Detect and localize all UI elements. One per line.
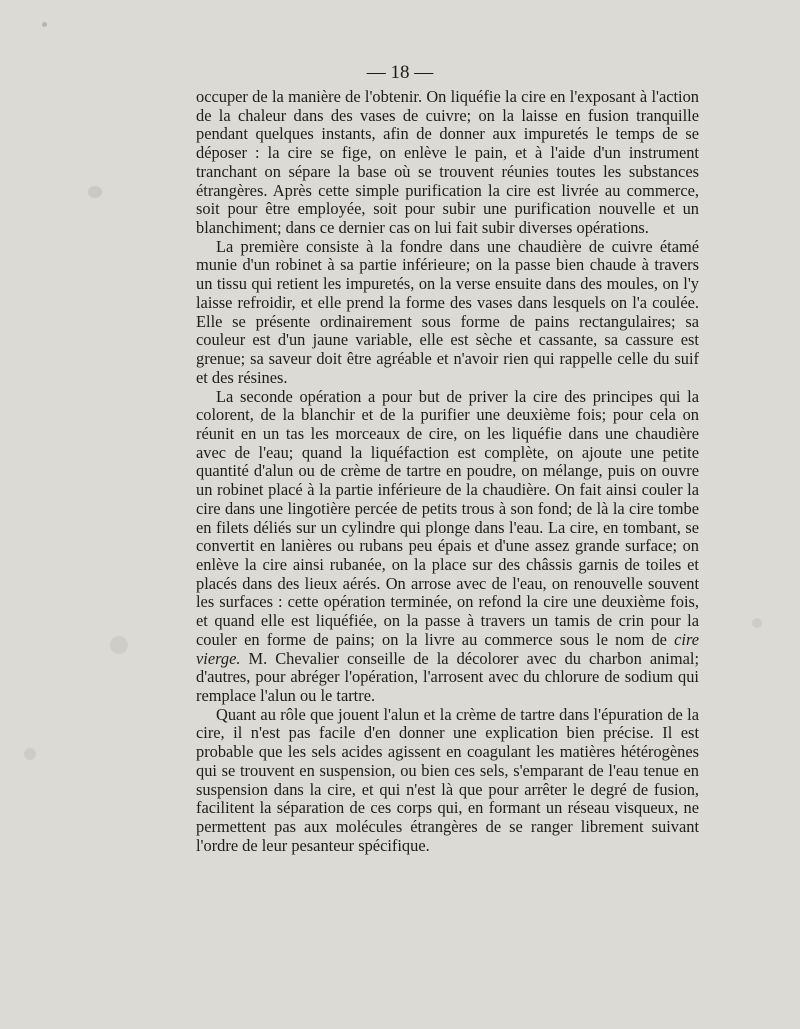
paragraph: La première consiste à la fondre dans une chaudière de cuivre étamé munie d'un robinet à sa partie inférieure; on la passe bien chaude à travers un tissu qui retient les impuretés, on la verse ensuite dans des moules, on l'y laisse refroidir, et elle prend la forme des vases dans lesquels on l'a coulée. Elle se présente ordinairement sous forme de pains rectangulaires; sa couleur est d'un jaune variable, elle est sèche et cassante, sa cassure est grenue; sa saveur doit être agréable et n'avoir rien qui rappelle celle du suif et des résines. bbox=[196, 236, 699, 387]
emphasis-cire-vierge: cire vierge. bbox=[196, 629, 699, 668]
paper-speck bbox=[42, 22, 47, 27]
page-number: — 18 — bbox=[366, 62, 434, 83]
paragraph: Quant au rôle que jouent l'alun et la crème de tartre dans l'épuration de la cire, il n'est pas facile d'en donner une explication bien précise. Il est probable que les sels acides agissent en coagulant les matières hétérogènes qui se trouvent en suspension, ou bien ces sels, s'emparant de l'eau tenue en suspension dans la cire, et qui n'est là que pour arrêter le degré de fusion, facilitent la séparation de ces corps qui, en formant un réseau visqueux, ne permettent pas aux molécules étrangères de se ranger librement suivant l'ordre de leur pesanteur spécifique. bbox=[196, 704, 699, 855]
paragraph: La seconde opération a pour but de priver la cire des principes qui la colorent, de la blanchir et de la purifier une deuxième fois; pour cela on réunit en un tas les morceaux de cire, on les liquéfie dans une chaudière avec de l'eau; quand la liquéfaction est complète, on ajoute une petite quantité d'alun ou de crème de tartre en poudre, on mélange, puis on ouvre un robinet placé à la partie inférieure de la chaudière. On fait ainsi couler la cire dans une lingotière percée de petits trous à son fond; de là la cire tombe en filets déliés sur un cylindre qui plonge dans l'eau. La cire, en tombant, se convertit en lanières ou rubans peu épais et d'une assez grande surface; on enlève la cire ainsi rubanée, on la place sur des châssis garnis de toiles et placés dans des lieux aérés. On arrose avec de l'eau, on renouvelle souvent les surfaces : cette opération terminée, on refond la cire une deuxième fois, et quand elle est liquéfiée, on la passe à travers un tamis de crin pour la couler en forme de pains; on la livre au commerce sous le nom de cire vierge. M. Chevalier conseille de la décolorer avec du charbon animal; d'autres, pour abréger l'opération, l'arrosent avec du chlorure de sodium qui remplace l'alun ou le tartre. bbox=[196, 386, 699, 705]
body-text bbox=[196, 88, 699, 855]
paper-speck bbox=[110, 636, 128, 654]
paper-speck bbox=[24, 748, 36, 760]
paragraph: occuper de la manière de l'obtenir. On liquéfie la cire en l'exposant à l'action de la chaleur dans des vases de cuivre; on la laisse en fusion tranquille pendant quelques instants, afin de donner aux impuretés le temps de se déposer : la cire se fige, on enlève le pain, et à l'aide d'un instrument tranchant on sépare la base où se trouvent réunies toutes les substances étrangères. Après cette simple purification la cire est livrée au commerce, soit pour être employée, soit pour subir une purification nouvelle et un blanchiment; dans ce dernier cas on lui fait subir diverses opérations. bbox=[196, 87, 699, 238]
paper-speck bbox=[88, 186, 102, 198]
paper-speck bbox=[752, 618, 762, 628]
